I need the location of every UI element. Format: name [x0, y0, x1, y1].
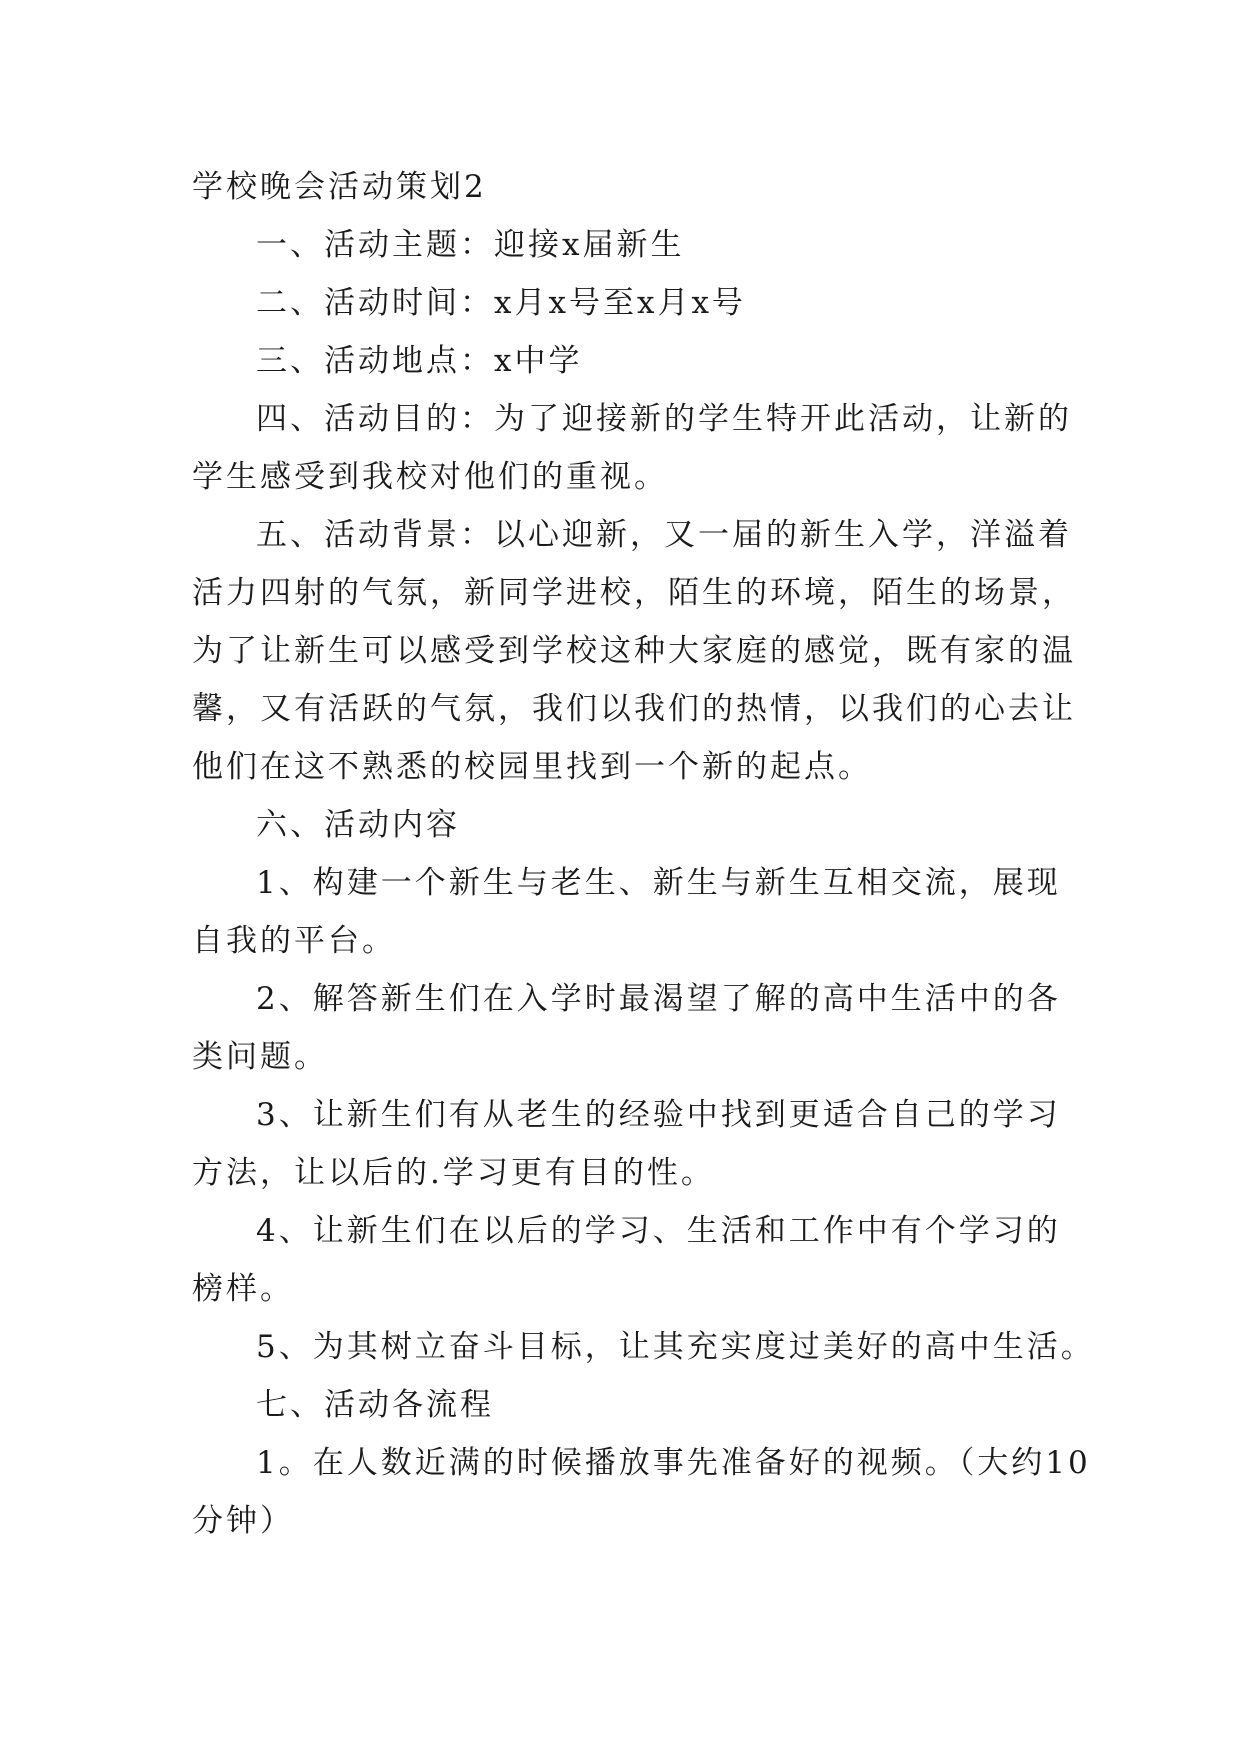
- paragraph-line: 3、让新生们有从老生的经验中找到更适合自己的学习: [256, 1097, 1061, 1133]
- paragraph-line: 为了让新生可以感受到学校这种大家庭的感觉，既有家的温: [192, 633, 1076, 669]
- paragraph-line: 一、活动主题：迎接x届新生: [256, 227, 685, 263]
- paragraph-line: 方法，让以后的.学习更有目的性。: [192, 1155, 715, 1191]
- document-body: [192, 158, 1095, 1550]
- paragraph-line: 他们在这不熟悉的校园里找到一个新的起点。: [192, 749, 872, 785]
- paragraph-line: 学生感受到我校对他们的重视。: [192, 459, 668, 495]
- section-heading: 六、活动内容: [256, 807, 460, 843]
- paragraph-line: 活力四射的气氛，新同学进校，陌生的环境，陌生的场景，: [192, 575, 1076, 611]
- paragraph-line: 1、构建一个新生与老生、新生与新生互相交流，展现: [256, 865, 1061, 901]
- paragraph-line: 类问题。: [192, 1039, 328, 1075]
- paragraph-line: 五、活动背景：以心迎新，又一届的新生入学，洋溢着: [256, 517, 1072, 553]
- paragraph-line: 分钟）: [192, 1503, 294, 1539]
- paragraph-line: 馨，又有活跃的气氛，我们以我们的热情，以我们的心去让: [192, 691, 1076, 727]
- paragraph-line: 二、活动时间：x月x号至x月x号: [256, 285, 746, 321]
- document-title: 学校晚会活动策划2: [192, 169, 487, 205]
- paragraph-line: 三、活动地点：x中学: [256, 343, 583, 379]
- paragraph-line: 自我的平台。: [192, 923, 396, 959]
- paragraph-line: 榜样。: [192, 1271, 294, 1307]
- paragraph-line: 四、活动目的：为了迎接新的学生特开此活动，让新的: [256, 401, 1072, 437]
- paragraph-line: 4、让新生们在以后的学习、生活和工作中有个学习的: [256, 1213, 1061, 1249]
- section-heading: 七、活动各流程: [256, 1387, 494, 1423]
- paragraph-line: 5、为其树立奋斗目标，让其充实度过美好的高中生活。: [256, 1329, 1095, 1365]
- paragraph-line: 1。在人数近满的时候播放事先准备好的视频。（大约10: [256, 1445, 1091, 1481]
- paragraph-line: 2、解答新生们在入学时最渴望了解的高中生活中的各: [256, 981, 1061, 1017]
